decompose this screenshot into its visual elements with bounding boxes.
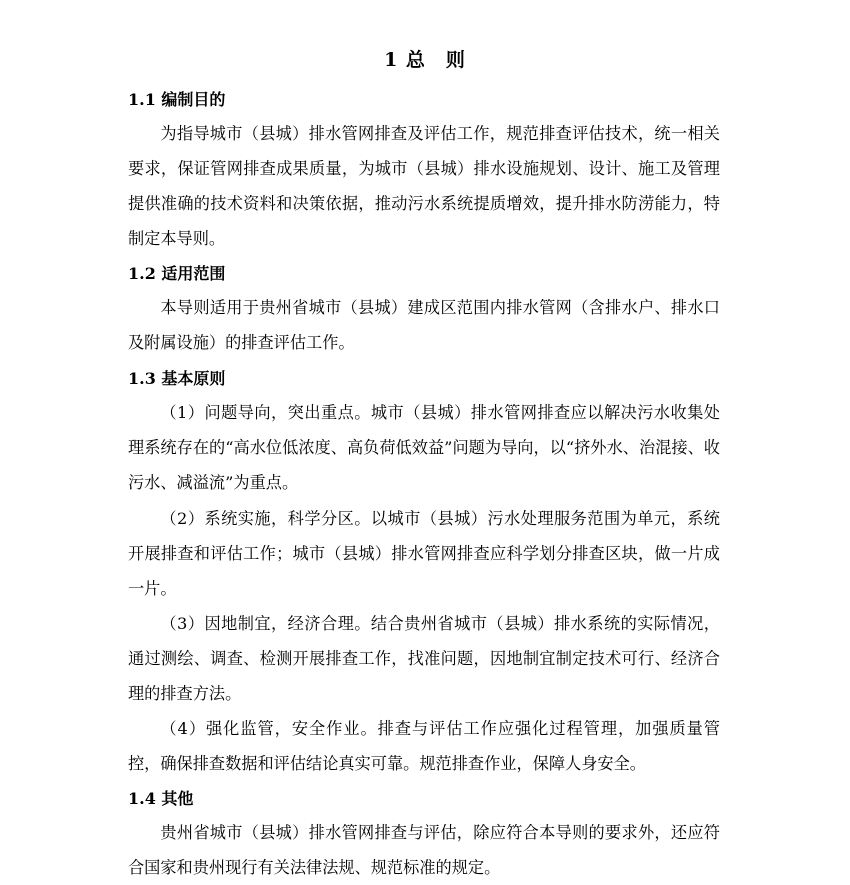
principle-paragraph-4: （4）强化监管，安全作业。排查与评估工作应强化过程管理，加强质量管控，确保排查数据和评估结论真实可靠。规范排查作业，保障人身安全。	[128, 719, 720, 773]
principle-paragraph-3: （3）因地制宜，经济合理。结合贵州省城市（县城）排水系统的实际情况，通过测绘、调查、检测开展排查工作，找准问题，因地制宜制定技术可行、经济合理的排查方法。	[128, 614, 720, 703]
section-heading-1-1: 1.1 编制目的	[128, 90, 226, 109]
section-paragraph: 贵州省城市（县城）排水管网排查与评估，除应符合本导则的要求外，还应符合国家和贵州现行有关法律法规、规范标准的规定。	[128, 823, 720, 877]
section-paragraph: 为指导城市（县城）排水管网排查及评估工作，规范排查评估技术，统一相关要求，保证管网排查成果质量，为城市（县城）排水设施规划、设计、施工及管理提供准确的技术资料和决策依据，推动污水系统提质增效，提升排水防涝能力，特制定本导则。	[128, 124, 720, 248]
section-paragraph: 本导则适用于贵州省城市（县城）建成区范围内排水管网（含排水户、排水口及附属设施）的排查评估工作。	[128, 298, 720, 352]
section-heading-1-4: 1.4 其他	[128, 789, 194, 808]
chapter-title: 1 总 则	[384, 49, 466, 71]
principle-paragraph-2: （2）系统实施，科学分区。以城市（县城）污水处理服务范围为单元，系统开展排查和评估工作；城市（县城）排水管网排查应科学划分排查区块，做一片成一片。	[128, 509, 720, 598]
principle-paragraph-1: （1）问题导向，突出重点。城市（县城）排水管网排查应以解决污水收集处理系统存在的“高水位低浓度、高负荷低效益”问题为导向，以“挤外水、治混接、收污水、减溢流”为重点。	[128, 403, 720, 492]
section-heading-1-3: 1.3 基本原则	[128, 369, 226, 388]
section-heading-1-2: 1.2 适用范围	[128, 264, 226, 283]
